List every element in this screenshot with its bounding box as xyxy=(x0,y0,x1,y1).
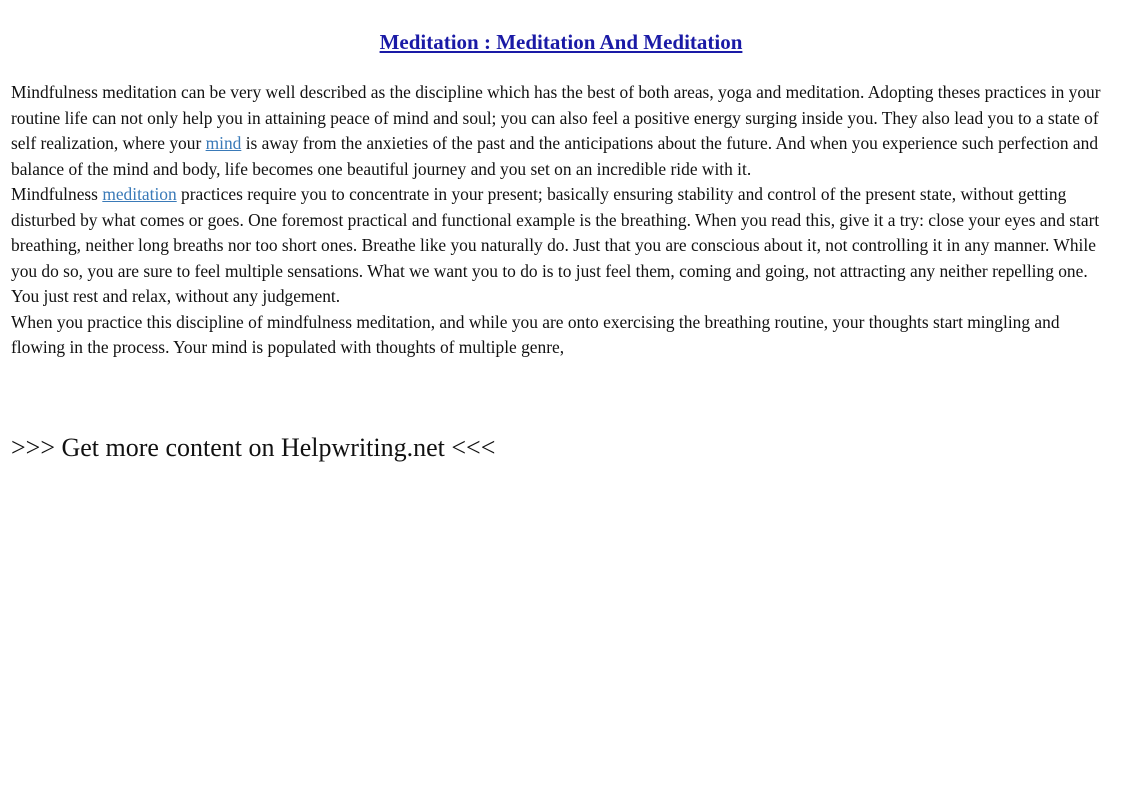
page-title-container xyxy=(0,30,1122,55)
paragraph-2 xyxy=(11,182,1113,310)
paragraph-2-text-before: Mindfulness xyxy=(11,184,103,204)
article-body xyxy=(11,80,1113,361)
paragraph-2-text-after: practices require you to concentrate in your present; basically ensuring stability and control of the present state, without getting disturbed by what comes or goes. One foremost practical and functional example is the breathing. When you read this, give it a try: close your eyes and start breathing, neither long breaths nor too short ones. Breathe like you naturally do. Just that you are conscious about it, not controlling it in any manner. While you do so, you are sure to feel multiple sensations. What we want you to do is to just feel them, coming and going, not attracting any neither repelling one. You just rest and relax, without any judgement. xyxy=(11,184,1100,306)
paragraph-1 xyxy=(11,80,1113,182)
paragraph-1-text-before: Mindfulness meditation can be very well described as the discipline which has the best of both areas, yoga and meditation. Adopting theses practices in your routine life can not only help you in attaining peace of mind and soul; you can also feel a positive energy surging inside you. They also lead you to a state of self realization, where your xyxy=(11,82,1101,153)
paragraph-3: When you practice this discipline of mindfulness meditation, and while you are onto exercising the breathing routine, your thoughts start mingling and flowing in the process. Your mind is populated with thoughts of multiple genre, xyxy=(11,311,1060,357)
page-title-link[interactable]: Meditation : Meditation And Meditation xyxy=(379,30,743,54)
meditation-link[interactable]: meditation xyxy=(102,184,177,204)
more-content-link[interactable]: >>> Get more content on Helpwriting.net <<< xyxy=(11,433,496,462)
mind-link[interactable]: mind xyxy=(205,133,242,153)
paragraph-1-text-after: is away from the anxieties of the past and the anticipations about the future. And when you experience such perfection and balance of the mind and body, life becomes one beautiful journey and you set on an incredible ride with it. xyxy=(11,133,1099,179)
